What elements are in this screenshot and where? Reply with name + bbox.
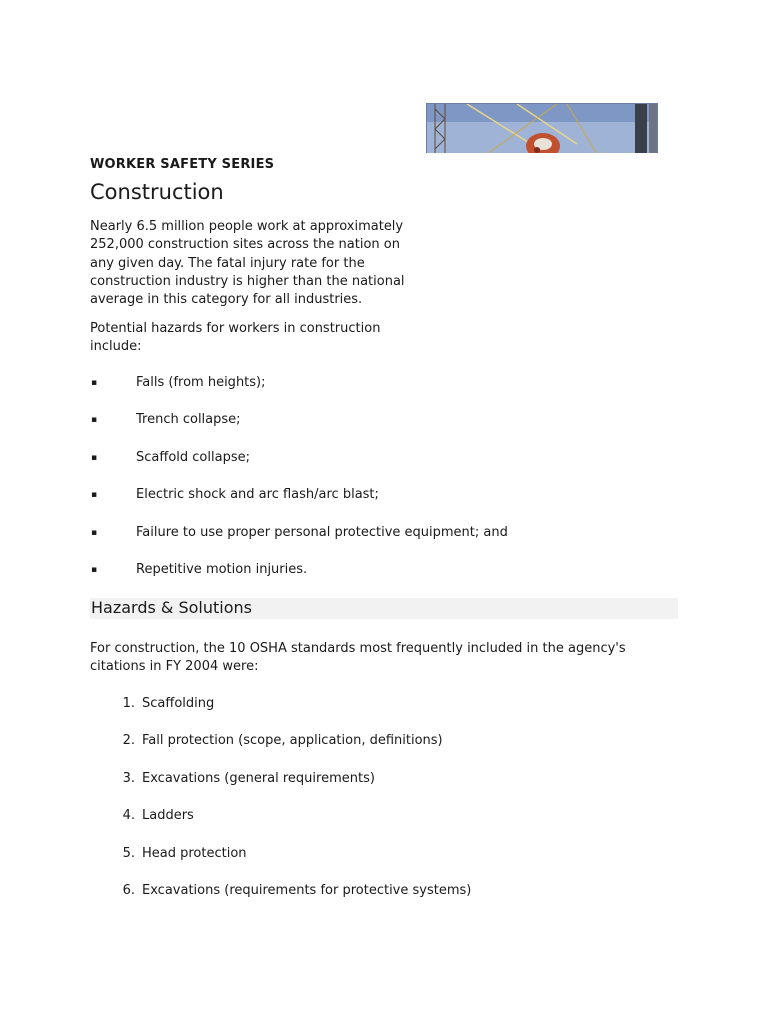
section-title: Hazards & Solutions bbox=[91, 598, 252, 617]
hazards-intro-paragraph: Potential hazards for workers in construction include: bbox=[90, 321, 381, 355]
list-item bbox=[90, 808, 471, 845]
hazard-text: Falls (from heights); bbox=[136, 375, 266, 390]
bullet-icon: ▪ bbox=[91, 452, 98, 463]
hazard-text: Electric shock and arc flash/arc blast; bbox=[136, 487, 379, 503]
standard-text: Ladders bbox=[142, 808, 194, 824]
hazard-text: Failure to use proper personal protective equipment; and bbox=[136, 524, 508, 540]
standard-text: Excavations (general requirements) bbox=[142, 770, 375, 786]
series-label: WORKER SAFETY SERIES bbox=[90, 157, 275, 172]
list-item bbox=[90, 883, 471, 920]
list-number: 5. bbox=[122, 845, 135, 861]
list-item bbox=[90, 733, 471, 770]
page-title: Construction bbox=[90, 180, 224, 204]
list-item bbox=[90, 450, 508, 487]
list-item bbox=[90, 846, 471, 883]
list-item bbox=[90, 525, 508, 562]
list-number: 6. bbox=[122, 882, 135, 898]
list-number: 2. bbox=[122, 733, 135, 749]
construction-photo-art bbox=[427, 104, 658, 153]
list-number: 4. bbox=[122, 808, 135, 824]
hazard-text: Repetitive motion injuries. bbox=[136, 561, 308, 577]
list-item bbox=[90, 696, 471, 733]
construction-worker-photo bbox=[426, 103, 658, 153]
standards-intro-paragraph: For construction, the 10 OSHA standards most frequently included in the agency's citations in FY 2004 were: bbox=[90, 641, 626, 675]
list-item bbox=[90, 487, 508, 524]
list-number: 3. bbox=[122, 770, 135, 786]
hazard-text: Trench collapse; bbox=[136, 412, 241, 428]
section-header-bar bbox=[90, 598, 678, 619]
hazard-text: Scaffold collapse; bbox=[136, 449, 250, 465]
bullet-icon: ▪ bbox=[91, 490, 98, 501]
intro-paragraph: Nearly 6.5 million people work at approximately 252,000 construction sites across the nation on any given day. The fatal injury rate for the construction industry is higher than the national average in this category for all industries. bbox=[90, 219, 405, 308]
bullet-icon: ▪ bbox=[91, 415, 98, 426]
list-item bbox=[90, 562, 508, 599]
standards-list bbox=[90, 696, 471, 920]
standard-text: Excavations (requirements for protective systems) bbox=[142, 882, 472, 898]
bullet-icon: ▪ bbox=[91, 378, 98, 388]
standard-text: Head protection bbox=[142, 845, 247, 861]
list-item bbox=[90, 375, 508, 412]
list-item bbox=[90, 412, 508, 449]
list-number: 1. bbox=[122, 696, 135, 711]
standard-text: Scaffolding bbox=[142, 696, 215, 711]
list-item bbox=[90, 771, 471, 808]
bullet-icon: ▪ bbox=[91, 564, 98, 575]
hazards-list bbox=[90, 375, 508, 599]
bullet-icon: ▪ bbox=[91, 527, 98, 538]
standard-text: Fall protection (scope, application, definitions) bbox=[142, 733, 443, 749]
